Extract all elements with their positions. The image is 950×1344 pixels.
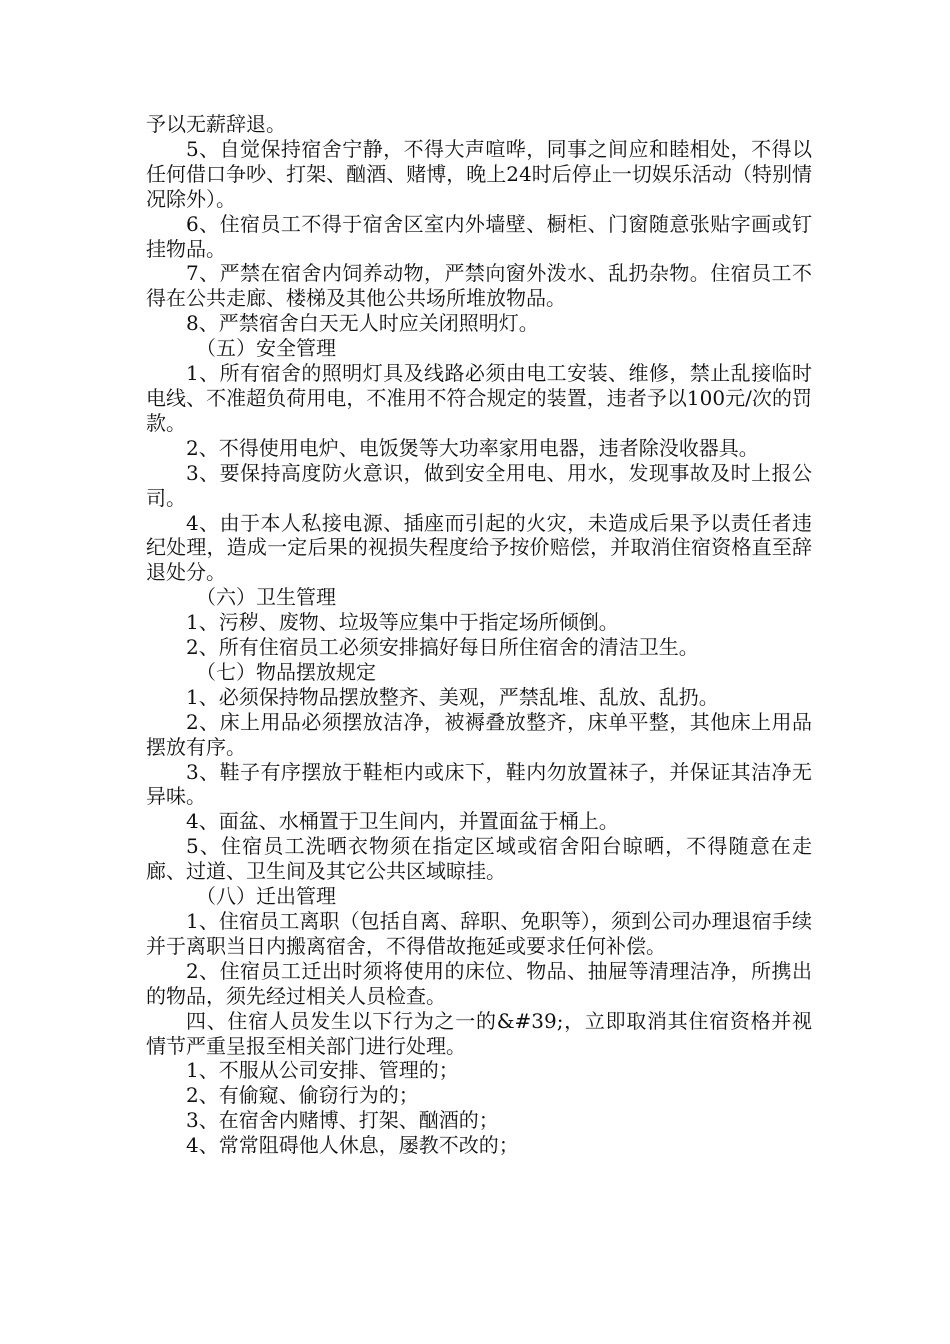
paragraph: 1、所有宿舍的照明灯具及线路必须由电工安装、维修，禁止乱接临时电线、不准超负荷用电，不准用不符合规定的装置，违者予以100元/次的罚款。	[146, 361, 812, 435]
paragraph: 5、自觉保持宿舍宁静，不得大声喧哗，同事之间应和睦相处，不得以任何借口争吵、打架、酗酒、赌博，晚上24时后停止一切娱乐活动（特别情况除外）。	[146, 136, 812, 211]
paragraph: 8、严禁宿舍白天无人时应关闭照明灯。	[186, 311, 539, 336]
paragraph: 1、住宿员工离职（包括自离、辞职、免职等），须到公司办理退宿手续并于离职当日内搬离宿舍，不得借故拖延或要求任何补偿。	[146, 909, 812, 958]
document-body	[146, 112, 812, 1158]
paragraph: 5、住宿员工洗晒衣物须在指定区域或宿舍阳台晾晒，不得随意在走廊、过道、卫生间及其它公共区域晾挂。	[146, 834, 812, 884]
paragraph: 7、严禁在宿舍内饲养动物，严禁向窗外泼水、乱扔杂物。住宿员工不得在公共走廊、楼梯及其他公共场所堆放物品。	[146, 261, 812, 311]
paragraph: 2、不得使用电炉、电饭煲等大功率家用电器，违者除没收器具。	[186, 435, 759, 460]
section-heading: （五）安全管理	[196, 336, 336, 361]
section-heading: （七）物品摆放规定	[196, 659, 376, 684]
paragraph: 1、不服从公司安排、管理的；	[186, 1058, 459, 1083]
section-heading: （八）迁出管理	[196, 884, 336, 909]
paragraph: 予以无薪辞退。	[146, 112, 286, 136]
paragraph: 2、床上用品必须摆放洁净，被褥叠放整齐，床单平整，其他床上用品摆放有序。	[146, 709, 812, 759]
paragraph: 四、住宿人员发生以下行为之一的&#39;，立即取消其住宿资格并视情节严重呈报至相关部门进行处理。	[146, 1008, 812, 1058]
paragraph: 3、要保持高度防火意识，做到安全用电、用水，发现事故及时上报公司。	[146, 460, 812, 510]
paragraph: 1、污秽、废物、垃圾等应集中于指定场所倾倒。	[186, 610, 619, 635]
paragraph: 4、由于本人私接电源、插座而引起的火灾，未造成后果予以责任者违纪处理，造成一定后果的视损失程度给予按价赔偿，并取消住宿资格直至辞退处分。	[146, 510, 812, 585]
paragraph: 4、面盆、水桶置于卫生间内，并置面盆于桶上。	[186, 809, 619, 834]
paragraph: 3、鞋子有序摆放于鞋柜内或床下，鞋内勿放置袜子，并保证其洁净无异味。	[146, 759, 812, 809]
paragraph: 6、住宿员工不得于宿舍区室内外墙壁、橱柜、门窗随意张贴字画或钉挂物品。	[146, 211, 812, 261]
paragraph: 3、在宿舍内赌博、打架、酗酒的；	[186, 1108, 499, 1133]
section-heading: （六）卫生管理	[196, 585, 336, 610]
paragraph: 1、必须保持物品摆放整齐、美观，严禁乱堆、乱放、乱扔。	[186, 684, 719, 709]
paragraph: 2、住宿员工迁出时须将使用的床位、物品、抽屉等清理洁净，所携出的物品，须先经过相关人员检查。	[146, 958, 812, 1008]
paragraph: 4、常常阻碍他人休息，屡教不改的；	[186, 1133, 519, 1158]
paragraph: 2、有偷窥、偷窃行为的；	[186, 1083, 419, 1108]
paragraph: 2、所有住宿员工必须安排搞好每日所住宿舍的清洁卫生。	[186, 635, 699, 660]
